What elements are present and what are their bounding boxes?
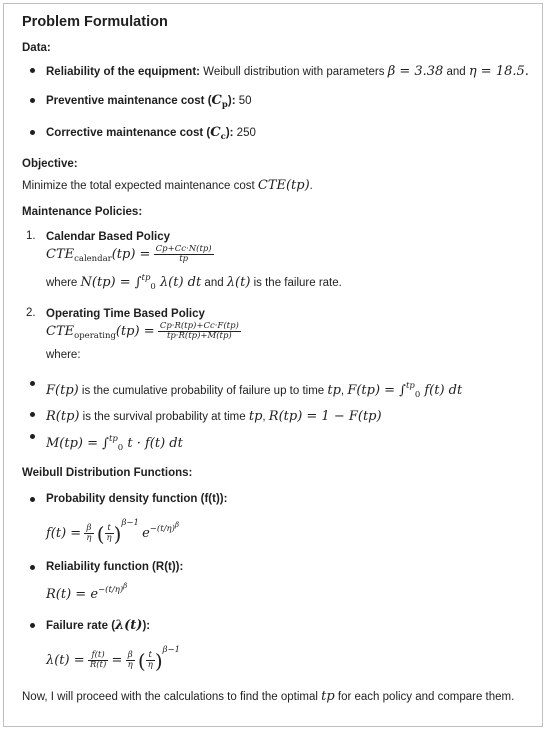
reliability-formula: $R(t) = e^{-(t/\eta)\beta}$ bbox=[46, 582, 128, 602]
document-content bbox=[22, 14, 532, 706]
list-item: M(tp) = ∫$^{tp}_0$ t · f(t) dt bbox=[22, 428, 532, 459]
data-list bbox=[22, 62, 532, 146]
objective-heading: Objective: bbox=[22, 158, 78, 170]
operating-formula: $CTE_{operating}(tp)$ = $\frac{Cp\cdot R(tp)+Cc\cdot F(tp)}{tp\cdot R(tp)+M(tp)}$ bbox=[46, 321, 239, 342]
weibull-heading: Weibull Distribution Functions: bbox=[22, 467, 193, 479]
list-item: 1. Calendar Based Policy $CTE_{calendar}(tp)$ = $\frac{Cp+Cc\cdot N(tp)}{tp}$ where N(tp) = ∫$^{tp}_0$ λ(t) dt and λ(t) is the failure rate. bbox=[22, 230, 532, 295]
list-item: Reliability of the equipment: Weibull distribution with parameters β = 3.38 and η = 18.5. bbox=[22, 62, 532, 82]
document-frame bbox=[3, 3, 543, 727]
page-title: Problem Formulation bbox=[22, 14, 168, 30]
list-item: Preventive maintenance cost $(C_p)$: 50 bbox=[22, 92, 532, 114]
list-item: Failure rate (λ(t)): λ(t) = $\frac{f(t)}{R(t)}$ = $\frac{\beta}{\eta}$ ( $\frac{t}{\eta}$ )$^{\beta-1}$ bbox=[22, 617, 532, 676]
calendar-where: where N(tp) = ∫$^{tp}_0$ λ(t) dt and λ(t) is the failure rate. bbox=[46, 273, 342, 292]
list-item: 2. Operating Time Based Policy $CTE_{operating}(tp)$ = $\frac{Cp\cdot R(tp)+Cc\cdot F(tp)}{tp\cdot R(tp)+M(tp)}$ where: bbox=[22, 307, 532, 363]
data-heading: Data: bbox=[22, 42, 51, 54]
policies-heading: Maintenance Policies: bbox=[22, 206, 143, 218]
closing-text: Now, I will proceed with the calculations to find the optimal tp for each policy and compare them. bbox=[22, 689, 515, 704]
list-item: Probability density function (f(t)): f(t) = $\frac{\beta}{\eta}$ ( $\frac{t}{\eta}$ )$^{\beta-1}$ $e^{-(t/\eta)\beta}$ bbox=[22, 491, 532, 549]
list-item: Corrective maintenance cost $(C_c)$: 250 bbox=[22, 124, 532, 146]
calendar-formula: $CTE_{calendar}(tp)$ = $\frac{Cp+Cc\cdot N(tp)}{tp}$ bbox=[46, 244, 212, 265]
definitions-list bbox=[22, 375, 532, 459]
list-item: Reliability function (R(t)): $R(t) = e^{-(t/\eta)\beta}$ bbox=[22, 559, 532, 605]
weibull-list bbox=[22, 491, 532, 676]
failure-rate-formula: λ(t) = $\frac{f(t)}{R(t)}$ = $\frac{\beta}{\eta}$ ( $\frac{t}{\eta}$ )$^{\beta-1}$ bbox=[46, 645, 181, 673]
list-item: F(tp) is the cumulative probability of failure up to time tp, F(tp) = ∫$^{tp}_0$ f(t) dt bbox=[22, 375, 532, 406]
policies-list bbox=[22, 230, 532, 363]
pdf-formula: f(t) = $\frac{\beta}{\eta}$ ( $\frac{t}{\eta}$ )$^{\beta-1}$ $e^{-(t/\eta)\beta}$ bbox=[46, 518, 179, 546]
objective-text: Minimize the total expected maintenance cost CTE(tp). bbox=[22, 178, 313, 193]
list-item: R(tp) is the survival probability at time tp, R(tp) = 1 − F(tp) bbox=[22, 406, 532, 428]
